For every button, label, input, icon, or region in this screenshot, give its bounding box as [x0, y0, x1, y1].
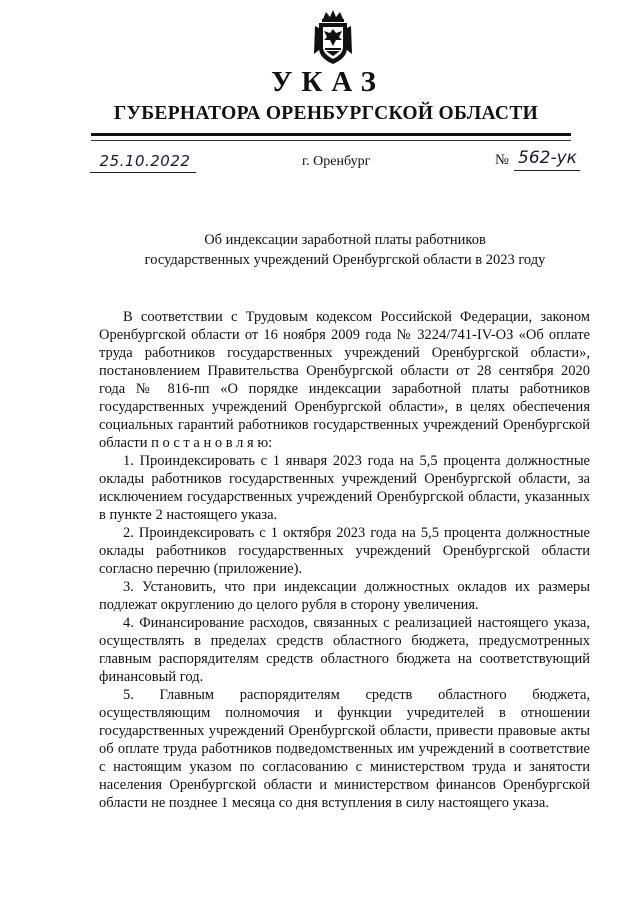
clause-paragraph: 5. Главным распорядителям средств областного бюджета, осуществляющим полномочия и функции учредителей в отношении государственных учреждений Оренбургской области, привести правовые акты об оплате труда работников подведомственных им учреждений в соответствие с настоящим указом по согласованию с министерством труда и занятости населения Оренбургской области и министерством финансов Оренбургской области не позднее 1 месяца со дня вступления в силу настоящего указа.: [99, 687, 590, 811]
decree-body: [99, 308, 590, 812]
decree-date: 25.10.2022: [99, 152, 191, 170]
number-label: №: [495, 152, 509, 168]
decree-city: г. Оренбург: [302, 154, 371, 169]
issuer-title: ГУБЕРНАТОРА ОРЕНБУРГСКОЙ ОБЛАСТИ: [113, 103, 539, 124]
decree-subject: [100, 230, 590, 270]
header-divider-thin: [91, 140, 571, 141]
clause-paragraph: 1. Проиндексировать с 1 января 2023 года на 5,5 процента должностные оклады работников государственных учреждений Оренбургской области, за исключением государственных учреждений Оренбургской области, указанных в пункте 2 настоящего указа.: [99, 453, 590, 523]
clause-paragraph: 4. Финансирование расходов, связанных с реализацией настоящего указа, осуществлять в пределах средств областного бюджета, предусмотренных главным распорядителям средств областного бюджета на соответствующий финансовый год.: [99, 615, 590, 685]
date-underline: [90, 172, 196, 173]
clause-paragraph: 2. Проиндексировать с 1 октября 2023 года на 5,5 процента должностные оклады работников государственных учреждений Оренбургской области согласно перечню (приложение).: [99, 525, 590, 577]
header-divider-thick: [91, 133, 571, 136]
subject-line: государственных учреждений Оренбургской области в 2023 году: [144, 252, 546, 268]
preamble-paragraph: В соответствии с Трудовым кодексом Российской Федерации, законом Оренбургской области от 16 ноября 2009 года № 3224/741-IV-ОЗ «Об оплате труда работников государственных учреждений Оренбургской области», постановлением Правительства Оренбургской области от 28 сентября 2020 года № 816-пп «О порядке индексации заработной платы работников государственных учреждений Оренбургской области», в целях обеспечения социальных гарантий работников государственных учреждений Оренбургской области п о с т а н о в л я ю:: [99, 309, 590, 451]
document-type-title: УКАЗ: [271, 66, 385, 98]
subject-line: Об индексации заработной платы работников: [204, 232, 486, 248]
clause-paragraph: 3. Установить, что при индексации должностных окладов их размеры подлежат округлению до целого рубля в сторону увеличения.: [99, 579, 590, 613]
decree-number: 562-ук: [518, 148, 577, 168]
oblast-coat-of-arms-icon: [311, 10, 355, 66]
number-underline: [514, 170, 580, 171]
